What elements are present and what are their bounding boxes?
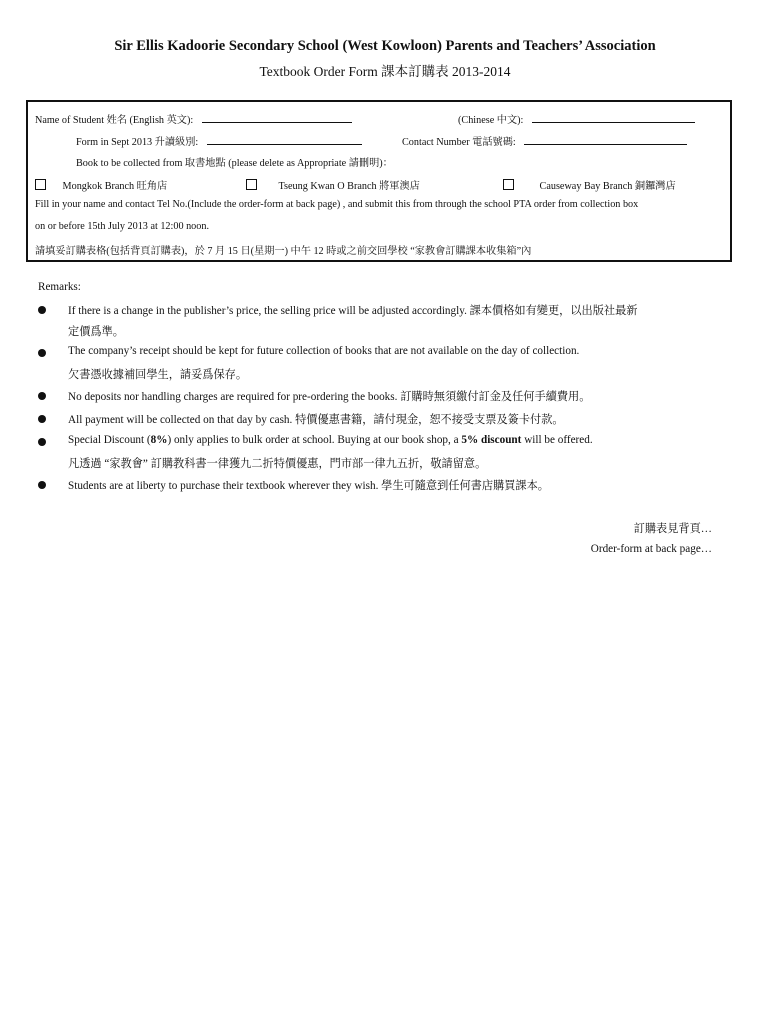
remark-4-line-1: All payment will be collected on that day by cash. 特價優惠書籍，請付現金，恕不接受支票及簽卡付款。	[68, 414, 564, 426]
remark-1-line-2: 定價爲準。	[68, 326, 124, 338]
remark-3-line-1: No deposits nor handling charges are required for pre-ordering the books. 訂購時無須繳付訂金及任何手續費用。	[68, 391, 591, 403]
contact-row	[402, 133, 687, 148]
bullet-icon	[38, 415, 46, 423]
student-name-chinese-field[interactable]	[532, 113, 695, 123]
collect-label: Book to be collected from 取書地點 (please delete as Appropriate 請刪明)：	[76, 158, 393, 169]
branch-label-causeway-bay: Causeway Bay Branch 銅鑼灣店	[539, 181, 676, 192]
bullet-icon	[38, 349, 46, 357]
remark-2-line-1: The company’s receipt should be kept for future collection of books that are not available on the day of collection.	[68, 345, 580, 357]
branch-option-mongkok[interactable]	[35, 177, 167, 192]
remark-5-line-1	[68, 434, 740, 446]
instruction-line-3: 請填妥訂購表格(包括背頁訂購表)，於 7 月 15 日(星期一) 中午 12 時或之前交回學校 “家教會訂購課本收集箱”內	[35, 246, 532, 257]
causeway-bay-checkbox[interactable]	[503, 179, 514, 190]
contact-label: Contact Number 電話號碼:	[402, 137, 516, 148]
tseung-kwan-o-checkbox[interactable]	[246, 179, 257, 190]
bullet-icon	[38, 438, 46, 446]
branch-label-tseung-kwan-o: Tseung Kwan O Branch 將軍澳店	[278, 181, 420, 192]
remark-6-line-1: Students are at liberty to purchase their textbook wherever they wish. 學生可隨意到任何書店購買課本。	[68, 480, 549, 492]
student-info-box	[26, 100, 732, 262]
discount-5-percent: 5% discount	[461, 434, 522, 446]
page-subtitle: Textbook Order Form 課本訂購表 2013-2014	[259, 64, 511, 79]
remark-5-text-c: will be offered.	[521, 434, 593, 446]
remark-5-text-a: Special Discount (	[68, 434, 151, 446]
form-field[interactable]	[207, 135, 362, 145]
footer-chinese-note: 訂購表見背頁…	[633, 523, 712, 535]
student-name-english-field[interactable]	[202, 113, 352, 123]
discount-8-percent: 8%	[150, 434, 168, 446]
form-row	[76, 133, 362, 148]
branch-option-causeway-bay[interactable]	[503, 177, 676, 192]
footer-english-note: Order-form at back page…	[590, 543, 712, 555]
remarks-heading: Remarks:	[38, 281, 81, 293]
remark-5-line-2: 凡透過 “家教會” 訂購教科書一律獲九二折特價優惠，門市部一律九五折，敬請留意。	[68, 458, 487, 470]
instruction-line-1: Fill in your name and contact Tel No.(Include the order-form at back page) , and submit this from through the school PTA order from collection box	[35, 199, 639, 210]
bullet-icon	[38, 306, 46, 314]
remark-2-line-2: 欠書憑收據補回學生，請妥爲保存。	[68, 369, 248, 381]
remark-1-line-1: If there is a change in the publisher’s price, the selling price will be adjusted accordingly. 課本價格如有變更，以出版社最新	[68, 305, 638, 317]
student-name-row	[35, 111, 352, 126]
bullet-icon	[38, 481, 46, 489]
bullet-icon	[38, 392, 46, 400]
form-label: Form in Sept 2013 升讀級別:	[76, 137, 199, 148]
chinese-name-row	[458, 111, 695, 126]
instruction-line-2: on or before 15th July 2013 at 12:00 noon.	[35, 221, 210, 232]
page-title: Sir Ellis Kadoorie Secondary School (West Kowloon) Parents and Teachers’ Association	[114, 38, 656, 54]
contact-number-field[interactable]	[524, 135, 687, 145]
remark-5-text-b: ) only applies to bulk order at school. Buying at our book shop, a	[167, 434, 462, 446]
branch-label-mongkok: Mongkok Branch 旺角店	[62, 181, 168, 192]
branch-option-tseung-kwan-o[interactable]	[246, 177, 420, 192]
mongkok-checkbox[interactable]	[35, 179, 46, 190]
chinese-name-label: (Chinese 中文):	[458, 115, 524, 126]
student-name-label: Name of Student 姓名 (English 英文):	[35, 115, 194, 126]
